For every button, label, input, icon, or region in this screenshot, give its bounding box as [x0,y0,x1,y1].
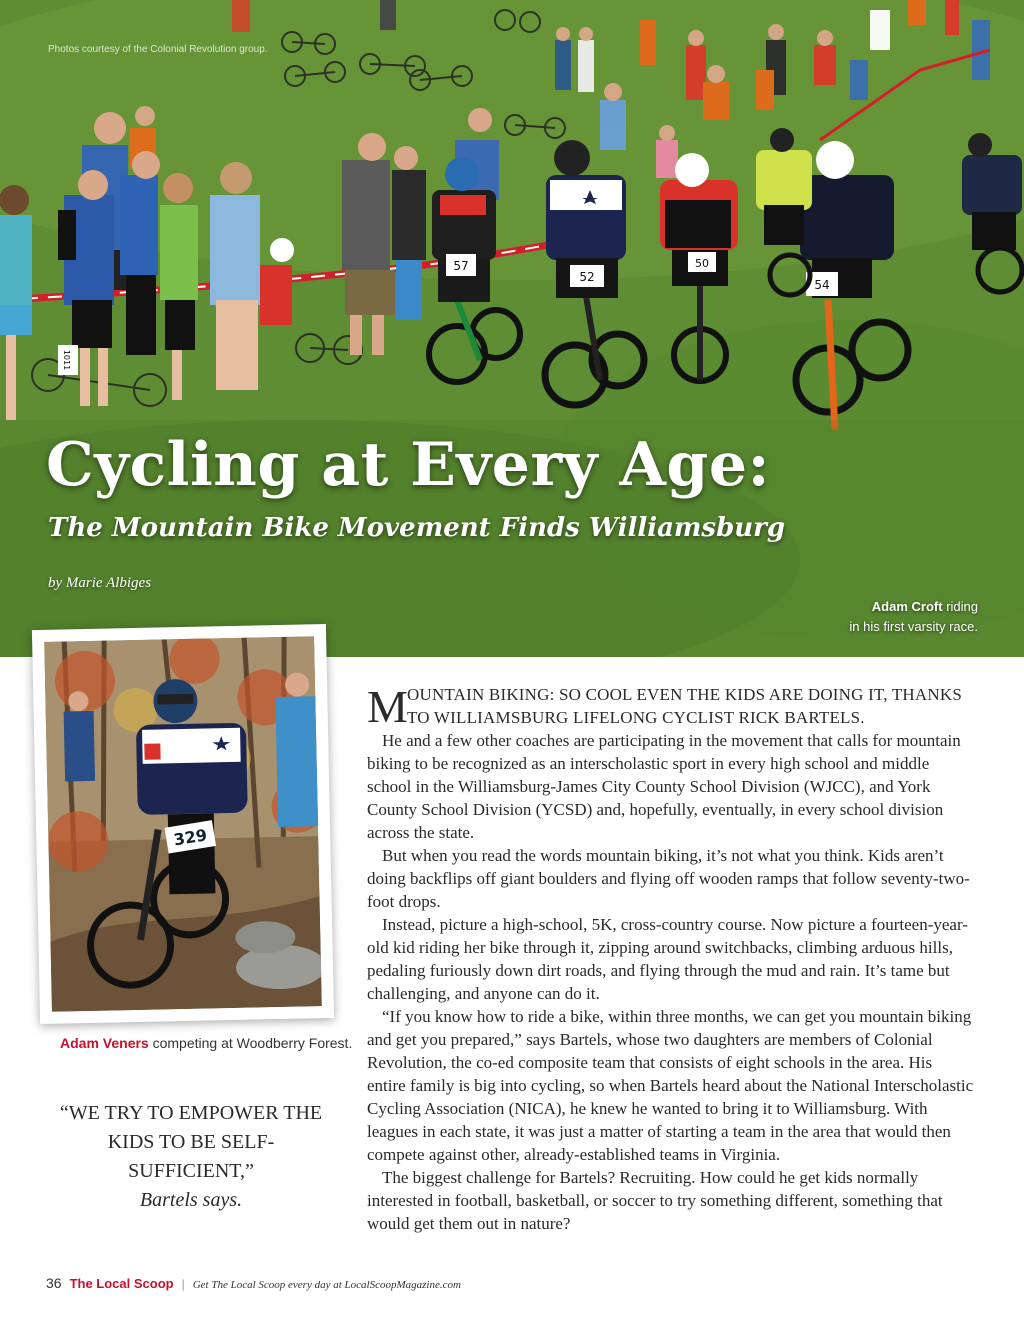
bib-329: 329 [172,825,209,850]
bib-52: 52 [579,270,595,284]
hero-caption-name: Adam Croft [871,599,943,614]
magazine-name: The Local Scoop [69,1276,174,1291]
photo-credit: Photos courtesy of the Colonial Revolution group. [48,44,268,55]
footer-separator: | [181,1277,185,1291]
lede-paragraph [367,681,975,732]
inset-photo [32,624,334,1024]
body-paragraph: Instead, picture a high-school, 5K, cross-country course. Now picture a fourteen-year-old kid riding her bike through it, zipping around switchbacks, climbing arduous hills, pedaling furiously down dirt roads, and flying through the mud and rain. It’s tame but challenging, and anyone can do it. [367,915,968,1003]
body-paragraph: The biggest challenge for Bartels? Recruiting. How could he get kids normally interested in football, basketball, or soccer to try something different, something that would get them out in nature? [367,1168,943,1233]
hero-photo-caption [849,597,978,637]
body-paragraph: But when you read the words mountain biking, it’s not what you think. Kids aren’t doing backflips off giant boulders and flying off wooden ramps that follow seventy-two-foot drops. [367,846,970,911]
pull-quote-text: “WE TRY TO EMPOWER THE KIDS TO BE SELF-SUFFICIENT,” [59,1102,323,1182]
hero-caption-text-1: riding [942,599,978,614]
inset-caption-name: Adam Veners [60,1035,149,1051]
hero-caption-text-2: in his first varsity race. [849,619,978,634]
body-paragraph: He and a few other coaches are participating in the movement that calls for mountain biking to be recognized as an interscholastic sport in every high school and middle school in the Williamsburg-James City County School Division (WJCC), and York County School Division (YCSD) and, hopefully, eventually, in every school division across the state. [367,731,961,842]
drop-cap: M [367,681,408,732]
bib-50: 50 [695,257,709,270]
pull-quote [56,1099,326,1215]
pull-quote-attribution: Bartels says. [139,1189,243,1211]
bib-54: 54 [814,278,830,292]
article-body [367,683,975,1235]
race-start-illustration [0,0,1024,657]
footer-tagline: Get The Local Scoop every day at LocalScoopMagazine.com [192,1279,461,1291]
bib-1011: 1011 [62,349,71,371]
hero-photo [0,0,1024,657]
woodberry-rider-illustration [44,636,322,1012]
page-number: 36 [46,1275,62,1291]
lede-text: OUNTAIN BIKING: SO COOL EVEN THE KIDS ARE DOING IT, THANKS TO WILLIAMSBURG LIFELONG CYCLIST RICK BARTELS. [407,685,962,727]
bib-57: 57 [453,259,469,273]
article-title: Cycling at Every Age: [46,430,771,500]
page-footer [46,1275,461,1291]
body-paragraph: “If you know how to ride a bike, within three months, we can get you mountain biking and get you prepared,” says Bartels, whose two daughters are members of Colonial Revolution, the co-ed composite team that consists of eight schools in the area. His entire family is big into cycling, so when Bartels heard about the National Interscholastic Cycling Association (NICA), he knew he wanted to bring it to Williamsburg. With leagues in each state, it was just a matter of starting a team in the area that would then compete against other, already-established teams in Virginia. [367,1007,974,1164]
byline: by Marie Albiges [48,575,152,591]
inset-photo-caption [60,1035,352,1051]
inset-caption-text: competing at Woodberry Forest. [148,1035,353,1051]
article-subtitle: The Mountain Bike Movement Finds Williamsburg [48,513,786,543]
